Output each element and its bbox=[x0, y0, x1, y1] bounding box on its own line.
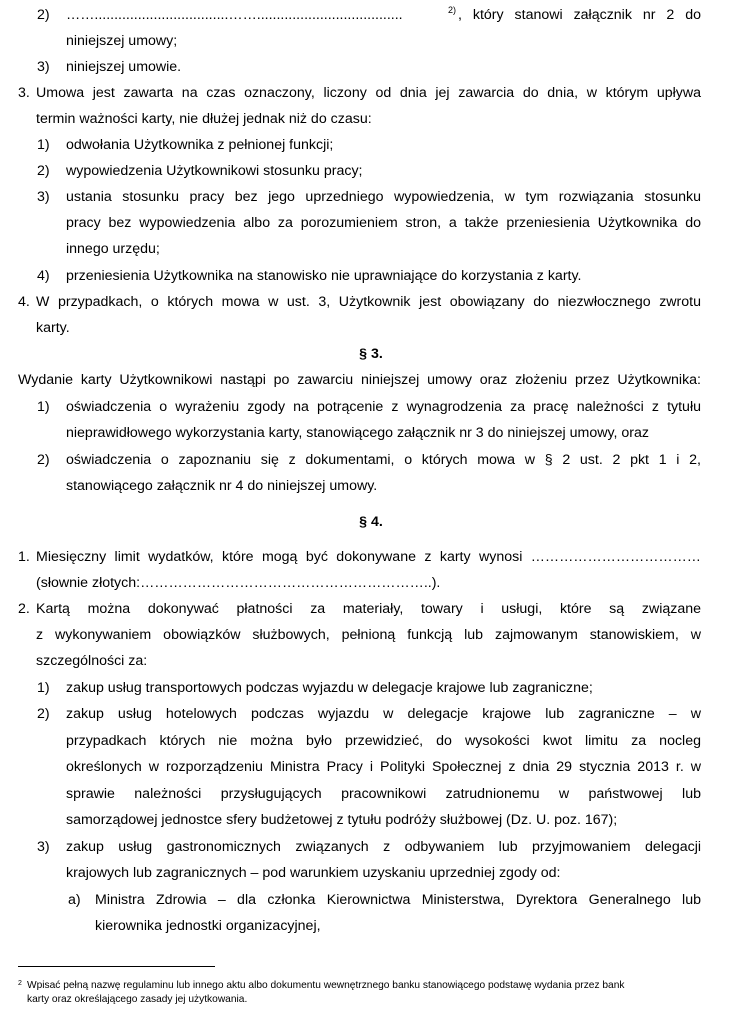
paragraph-number: 2. bbox=[18, 601, 30, 617]
footnote-text: karty oraz określającego zasady jej użytkowania. bbox=[27, 994, 248, 1005]
list-item-text: przeniesienia Użytkownika na stanowisko nie uprawniające do korzystania z karty. bbox=[66, 268, 582, 284]
list-number: 2) bbox=[37, 7, 50, 23]
list-letter: a) bbox=[68, 892, 81, 908]
list-number: 3) bbox=[37, 839, 50, 855]
paragraph-text: (słownie złotych:……………………………………………………..). bbox=[36, 575, 441, 591]
list-item-text: oświadczenia o wyrażeniu zgody na potrącenie z wynagrodzenia za pracę należności z tytułu bbox=[66, 399, 701, 415]
paragraph-number: 3. bbox=[18, 85, 30, 101]
list-number: 2) bbox=[37, 452, 50, 468]
footnote-mark: 2 bbox=[18, 980, 22, 987]
list-item-text: kierownika jednostki organizacyjnej, bbox=[95, 918, 321, 934]
list-number: 1) bbox=[37, 137, 50, 153]
paragraph-text: W przypadkach, o których mowa w ust. 3, Użytkownik jest obowiązany do niezwłocznego zwrotu bbox=[36, 294, 701, 310]
list-item-text: przypadkach których nie można było przewidzieć, do wysokości kwot limitu za nocleg bbox=[66, 733, 701, 749]
footnote-text: Wpisać pełną nazwę regulaminu lub innego aktu albo dokumentu wewnętrznego banku stanowiącego podstawę wydania przez bank bbox=[27, 980, 625, 991]
list-item-text: niniejszej umowie. bbox=[66, 59, 182, 75]
list-item-text: nieprawidłowego wykorzystania karty, stanowiącego załącznik nr 3 do niniejszej umowy, oraz bbox=[66, 425, 650, 441]
section-heading: § 4. bbox=[359, 514, 383, 530]
section-heading: § 3. bbox=[359, 346, 383, 362]
list-item-text: samorządowej jednostce sfery budżetowej z tytułu podróży służbowej (Dz. U. poz. 167); bbox=[66, 812, 618, 828]
paragraph-text: Miesięczny limit wydatków, które mogą być dokonywane z karty wynosi ……………………………… bbox=[36, 549, 701, 565]
footnote-reference: 2) bbox=[448, 5, 457, 15]
blank-field-dots: ……..................................……..................................... bbox=[66, 7, 403, 23]
paragraph-number: 4. bbox=[18, 294, 30, 310]
list-item-text: zakup usług transportowych podczas wyjazdu w delegacje krajowe lub zagraniczne; bbox=[66, 680, 593, 696]
list-item-text: krajowych lub zagranicznych – pod warunkiem uzyskaniu uprzedniej zgody od: bbox=[66, 865, 561, 881]
list-number: 4) bbox=[37, 268, 50, 284]
list-item-text: wypowiedzenia Użytkownikowi stosunku pracy; bbox=[66, 163, 363, 179]
list-number: 3) bbox=[37, 59, 50, 75]
paragraph-text: termin ważności karty, nie dłużej jednak niż do czasu: bbox=[36, 111, 372, 127]
list-item-text: oświadczenia o zapoznaniu się z dokumentami, o których mowa w § 2 ust. 2 pkt 1 i 2, bbox=[66, 452, 701, 468]
paragraph-text: Kartą można dokonywać płatności za materiały, towary i usługi, które są związane bbox=[36, 601, 701, 617]
list-item-text: ustania stosunku pracy bez jego uprzedniego wypowiedzenia, w tym rozwiązania stosunku bbox=[66, 189, 701, 205]
list-item-text: zakup usług gastronomicznych związanych z odbywaniem lub przyjmowaniem delegacji bbox=[66, 839, 701, 855]
list-item-text: określonych w rozporządzeniu Ministra Pracy i Polityki Społecznej z dnia 29 stycznia 2013 r. w bbox=[66, 759, 701, 775]
list-item-text: zakup usług hotelowych podczas wyjazdu w delegacje krajowe lub zagraniczne – w bbox=[66, 706, 701, 722]
list-number: 2) bbox=[37, 706, 50, 722]
list-number: 1) bbox=[37, 680, 50, 696]
list-number: 2) bbox=[37, 163, 50, 179]
list-item-text: niniejszej umowy; bbox=[66, 33, 178, 49]
list-item-text: stanowiącego załącznik nr 4 do niniejszej umowy. bbox=[66, 478, 378, 494]
list-item-text: , który stanowi załącznik nr 2 do bbox=[458, 7, 701, 23]
list-item-text: Ministra Zdrowia – dla członka Kierownictwa Ministerstwa, Dyrektora Generalnego lub bbox=[95, 892, 701, 908]
section-intro: Wydanie karty Użytkownikowi nastąpi po zawarciu niniejszej umowy oraz złożeniu przez Użytkownika: bbox=[18, 372, 701, 388]
list-item-text: innego urzędu; bbox=[66, 241, 160, 257]
list-item-text: pracy bez wypowiedzenia albo za porozumieniem stron, a także przeniesienia Użytkownika do bbox=[66, 215, 701, 231]
paragraph-text: szczególności za: bbox=[36, 653, 148, 669]
list-item-text: odwołania Użytkownika z pełnionej funkcji; bbox=[66, 137, 334, 153]
list-number: 1) bbox=[37, 399, 50, 415]
paragraph-text: Umowa jest zawarta na czas oznaczony, liczony od dnia jej zawarcia do dnia, w którym upływa bbox=[36, 85, 701, 101]
list-number: 3) bbox=[37, 189, 50, 205]
paragraph-number: 1. bbox=[18, 549, 30, 565]
list-item-text: sprawie należności przysługujących pracownikowi zatrudnionemu w państwowej lub bbox=[66, 786, 701, 802]
paragraph-text: karty. bbox=[36, 320, 70, 336]
footnote-separator bbox=[18, 966, 215, 967]
paragraph-text: z wykonywaniem obowiązków służbowych, pełnioną funkcją lub zajmowanym stanowiskiem, w bbox=[36, 627, 701, 643]
